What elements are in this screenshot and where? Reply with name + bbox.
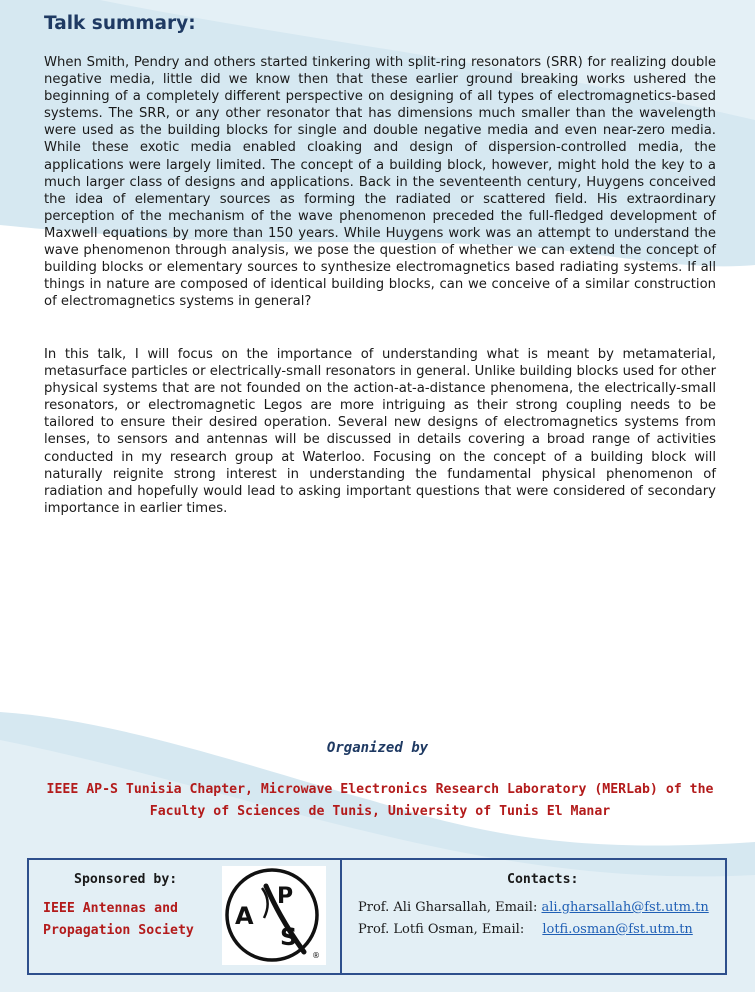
talk-summary-title: Talk summary: <box>44 13 196 34</box>
sponsor-name-line-1: IEEE Antennas and <box>43 901 178 916</box>
summary-paragraph-1: When Smith, Pendry and others started tinkering with split-ring resonators (SRR) for realizing double negative media, little did we know then that these earlier ground breaking works ushered the beginning of a completely different perspective on designing of all types of electromagnetics-based systems. The SRR, or any other resonator that has dimensions much smaller than the wavelength were used as the building blocks for single and double negative media and even near-zero media. While these exotic media enabled cloaking and design of dispersion-controlled media, the applications were largely limited. The concept of a building block, however, might hold the key to a much larger class of designs and applications. Back in the seventeenth century, Huygens conceived the idea of elementary sources as forming the radiated or scattered field. His extraordinary perception of the mechanism of the wave phenomenon preceded the full-fledged development of Maxwell equations by more than 150 years. While Huygens work was an attempt to understand the wave phenomenon through analysis, we pose the question of whether we can extend the concept of building blocks or elementary sources to synthesize electromagnetics based radiating systems. If all things in nature are composed of identical building blocks, can we conceive of a similar construction of electromagnetics systems in general? <box>44 55 716 310</box>
ieee-aps-logo <box>222 866 326 965</box>
box-divider <box>340 860 342 973</box>
logo-registered-mark: ® <box>312 951 320 960</box>
organizers <box>40 779 720 823</box>
summary-paragraph-2: In this talk, I will focus on the importance of understanding what is meant by metamaterial, metasurface particles or electrically-small resonators in general. Unlike building blocks used for other physical systems that are not founded on the action-at-a-distance phenomena, the electrically-small resonators, or electromagnetic Legos are more intriguing as their strong coupling needs to be tailored to ensure their desired operation. Several new designs of electromagnetics systems from lenses, to sensors and antennas will be discussed in details covering a broad range of activities conducted in my research group at Waterloo. Focusing on the concept of a building block will naturally reignite strong interest in understanding the fundamental physical phenomenon of radiation and hopefully would lead to asking important questions that were considered of secondary importance in earlier times. <box>44 347 716 516</box>
contact-label: Prof. Ali Gharsallah, Email: <box>358 900 538 915</box>
logo-letter-p: P <box>277 884 294 909</box>
logo-letter-s: S <box>280 923 298 951</box>
sponsor-name-line-2: Propagation Society <box>43 923 194 938</box>
contact-row <box>358 900 709 915</box>
organizers-line-2: Faculty of Sciences de Tunis, University of Tunis El Manar <box>149 804 611 819</box>
logo-letter-a: A <box>235 902 254 930</box>
contact-row <box>358 922 693 937</box>
email-link[interactable]: ali.gharsallah@fst.utm.tn <box>541 900 709 915</box>
email-link[interactable]: lotfi.osman@fst.utm.tn <box>542 922 693 937</box>
organizers-line-1: IEEE AP-S Tunisia Chapter, Microwave Electronics Research Laboratory (MERLab) of the <box>46 782 714 797</box>
contacts-heading: Contacts: <box>507 872 579 887</box>
contact-label: Prof. Lotfi Osman, Email: <box>358 922 525 937</box>
sponsor-name <box>43 898 213 942</box>
organized-by-heading: Organized by <box>326 740 429 756</box>
sponsored-by-heading: Sponsored by: <box>74 872 178 887</box>
